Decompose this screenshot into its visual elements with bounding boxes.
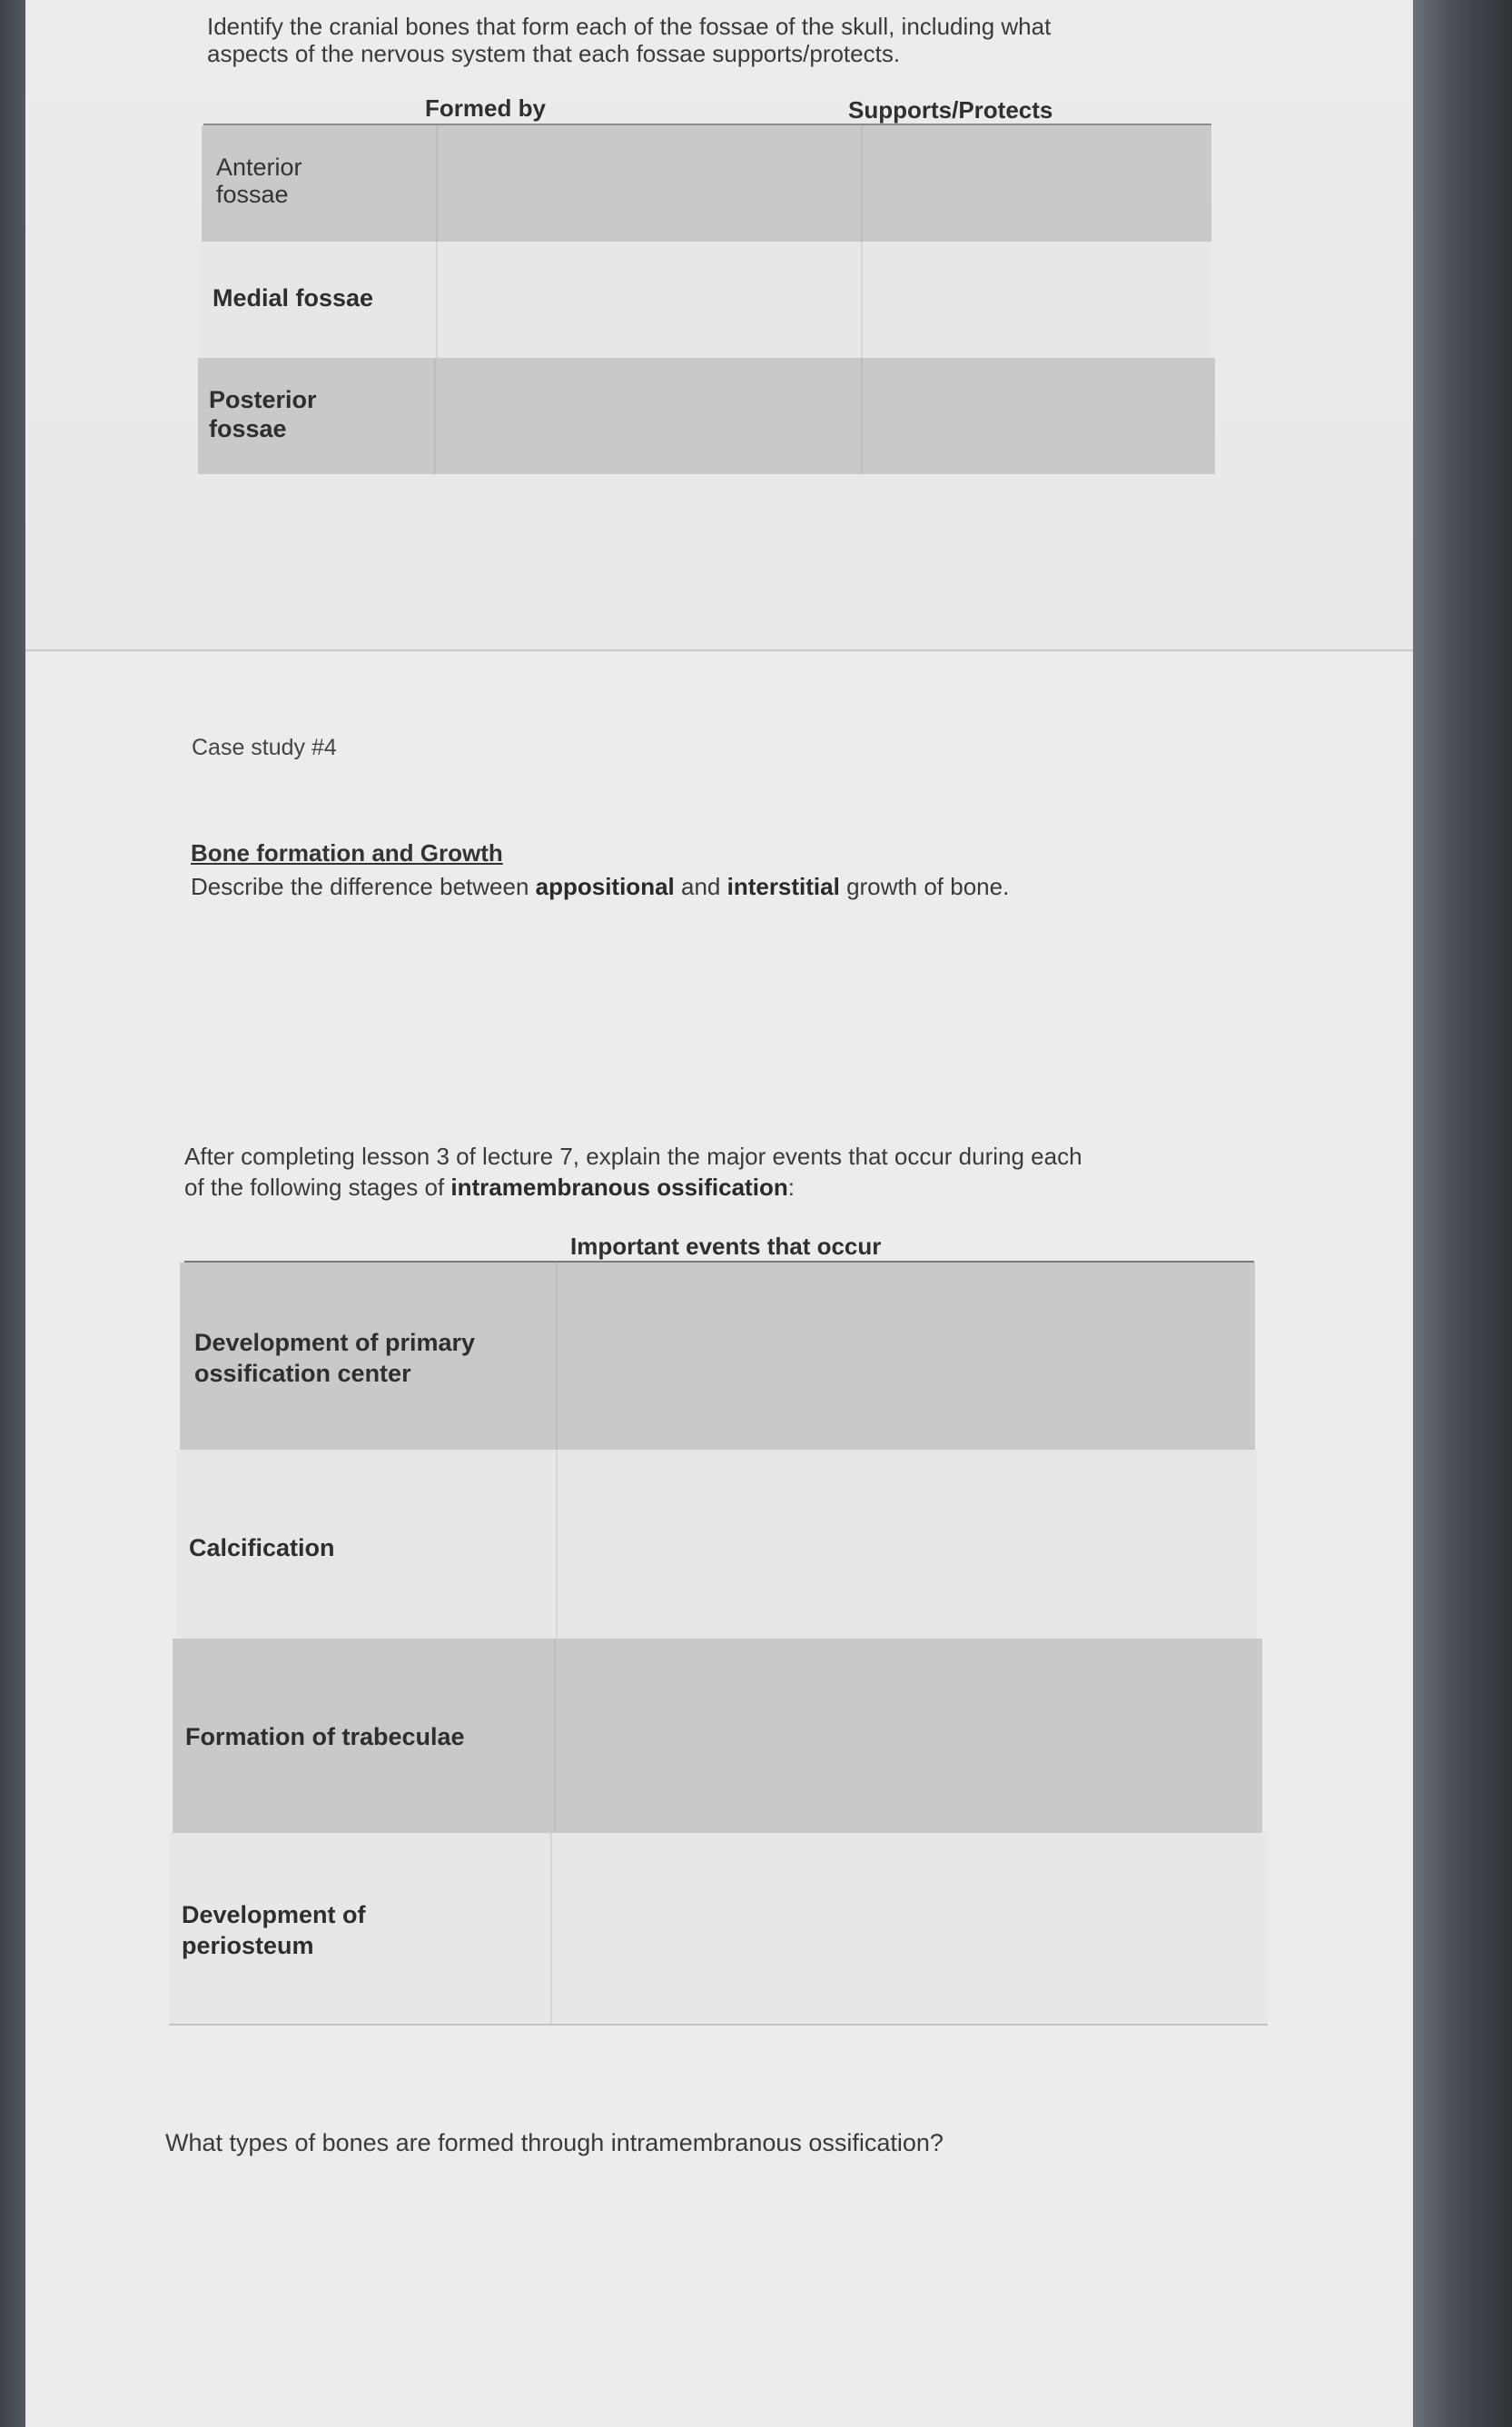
column-divider (436, 242, 438, 358)
column-divider (861, 358, 863, 474)
row-label-anterior-line-1: Anterior (216, 154, 302, 181)
column-divider (436, 125, 438, 242)
column-divider (550, 1833, 552, 2026)
table-row-development-of-periosteum (169, 1833, 1268, 2026)
case-study-label: Case study #4 (192, 735, 337, 760)
ossification-prompt-line-2 (184, 1172, 795, 1203)
bone-growth-heading: Bone formation and Growth (191, 839, 503, 867)
row-label-trabeculae: Formation of trabeculae (185, 1723, 465, 1750)
term-appositional: appositional (535, 873, 675, 900)
row-label-posterior-line-2: fossae (209, 415, 287, 442)
prompt-text: : (787, 1174, 795, 1201)
worksheet-page (25, 0, 1413, 2427)
ossification-table-bottom-rule (169, 2024, 1268, 2026)
table-row-formation-of-trabeculae (173, 1639, 1262, 1833)
row-label-primary-line-1: Development of primary (194, 1329, 476, 1356)
row-label-anterior-line-2: fossae (216, 181, 289, 208)
question-text: and (674, 873, 727, 900)
final-question: What types of bones are formed through intramembranous ossification? (165, 2129, 944, 2156)
column-divider (556, 1450, 558, 1639)
row-label-posterior-line-1: Posterior (209, 386, 317, 413)
term-intramembranous-ossification: intramembranous ossification (450, 1174, 788, 1201)
ossification-prompt-line-1: After completing lesson 3 of lecture 7, explain the major events that occur during each (184, 1143, 1082, 1170)
column-divider (861, 125, 863, 242)
term-interstitial: interstitial (726, 873, 840, 900)
table-row-posterior-fossae (198, 358, 1215, 474)
fossae-prompt-line-2: aspects of the nervous system that each fossae supports/protects. (207, 40, 901, 67)
table-row-primary-ossification-center (180, 1263, 1255, 1450)
row-label-periosteum-line-2: periosteum (182, 1932, 314, 1959)
column-header-important-events: Important events that occur (570, 1233, 882, 1260)
photo-background-right (1413, 0, 1512, 2427)
row-label-periosteum-line-1: Development of (182, 1901, 366, 1928)
column-divider (556, 1263, 558, 1450)
row-label-calcification: Calcification (189, 1534, 335, 1561)
column-header-formed-by: Formed by (425, 94, 546, 122)
fossae-prompt-line-1: Identify the cranial bones that form each of the fossae of the skull, including what (207, 13, 1052, 40)
column-header-supports-protects: Supports/Protects (848, 96, 1053, 124)
prompt-text: of the following stages of (184, 1174, 451, 1201)
table-row-medial-fossae (202, 242, 1211, 358)
question-text: growth of bone. (839, 873, 1010, 900)
table-row-calcification (176, 1450, 1257, 1639)
table-row-anterior-fossae (202, 125, 1211, 242)
row-label-primary-line-2: ossification center (194, 1360, 411, 1387)
column-divider (861, 242, 863, 358)
column-divider (554, 1639, 556, 1833)
bone-growth-question (191, 871, 1009, 902)
column-divider (434, 358, 436, 474)
row-label-medial: Medial fossae (212, 284, 374, 312)
question-text: Describe the difference between (191, 873, 536, 900)
